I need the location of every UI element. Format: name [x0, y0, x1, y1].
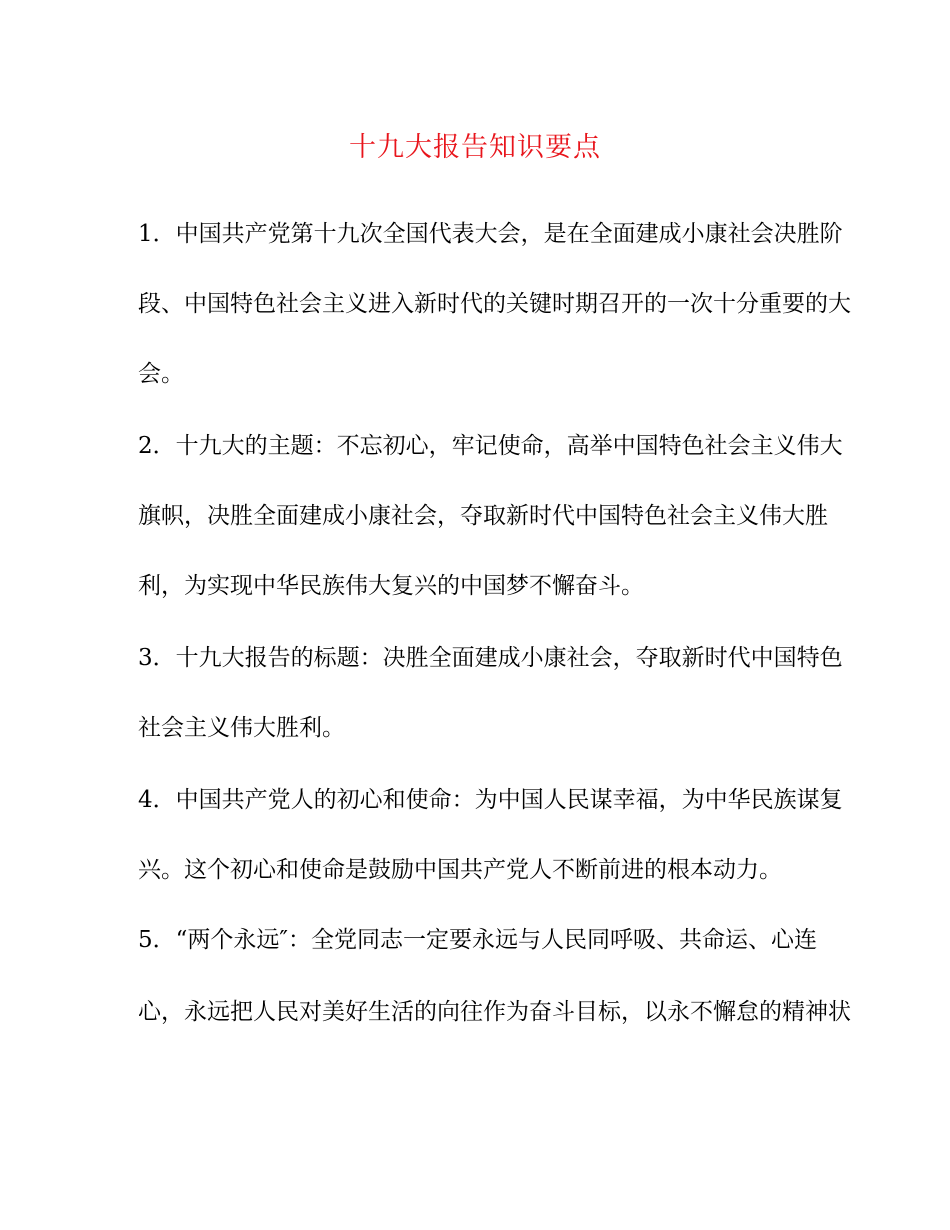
body-line: 兴。这个初心和使命是鼓励中国共产党人不断前进的根本动力。 — [138, 857, 782, 883]
body-line: 4．中国共产党人的初心和使命：为中国人民谋幸福，为中华民族谋复 — [138, 787, 843, 813]
body-line: 社会主义伟大胜利。 — [138, 715, 345, 741]
body-line: 心，永远把人民对美好生活的向往作为奋斗目标，以永不懈怠的精神状 — [138, 999, 851, 1025]
body-line: 1．中国共产党第十九次全国代表大会，是在全面建成小康社会决胜阶 — [138, 221, 843, 247]
page-title: 十九大报告知识要点 — [349, 132, 601, 163]
body-line: 利，为实现中华民族伟大复兴的中国梦不懈奋斗。 — [138, 573, 644, 599]
body-line: 旗帜，决胜全面建成小康社会，夺取新时代中国特色社会主义伟大胜 — [138, 503, 828, 529]
body-line: 2．十九大的主题：不忘初心，牢记使命，高举中国特色社会主义伟大 — [138, 433, 843, 459]
body-line: 5．“两个永远″：全党同志一定要永远与人民同呼吸、共命运、心连 — [138, 927, 817, 953]
body-line: 会。 — [138, 361, 184, 387]
body-line: 段、中国特色社会主义进入新时代的关键时期召开的一次十分重要的大 — [138, 291, 851, 317]
body-line: 3．十九大报告的标题：决胜全面建成小康社会，夺取新时代中国特色 — [138, 645, 843, 671]
